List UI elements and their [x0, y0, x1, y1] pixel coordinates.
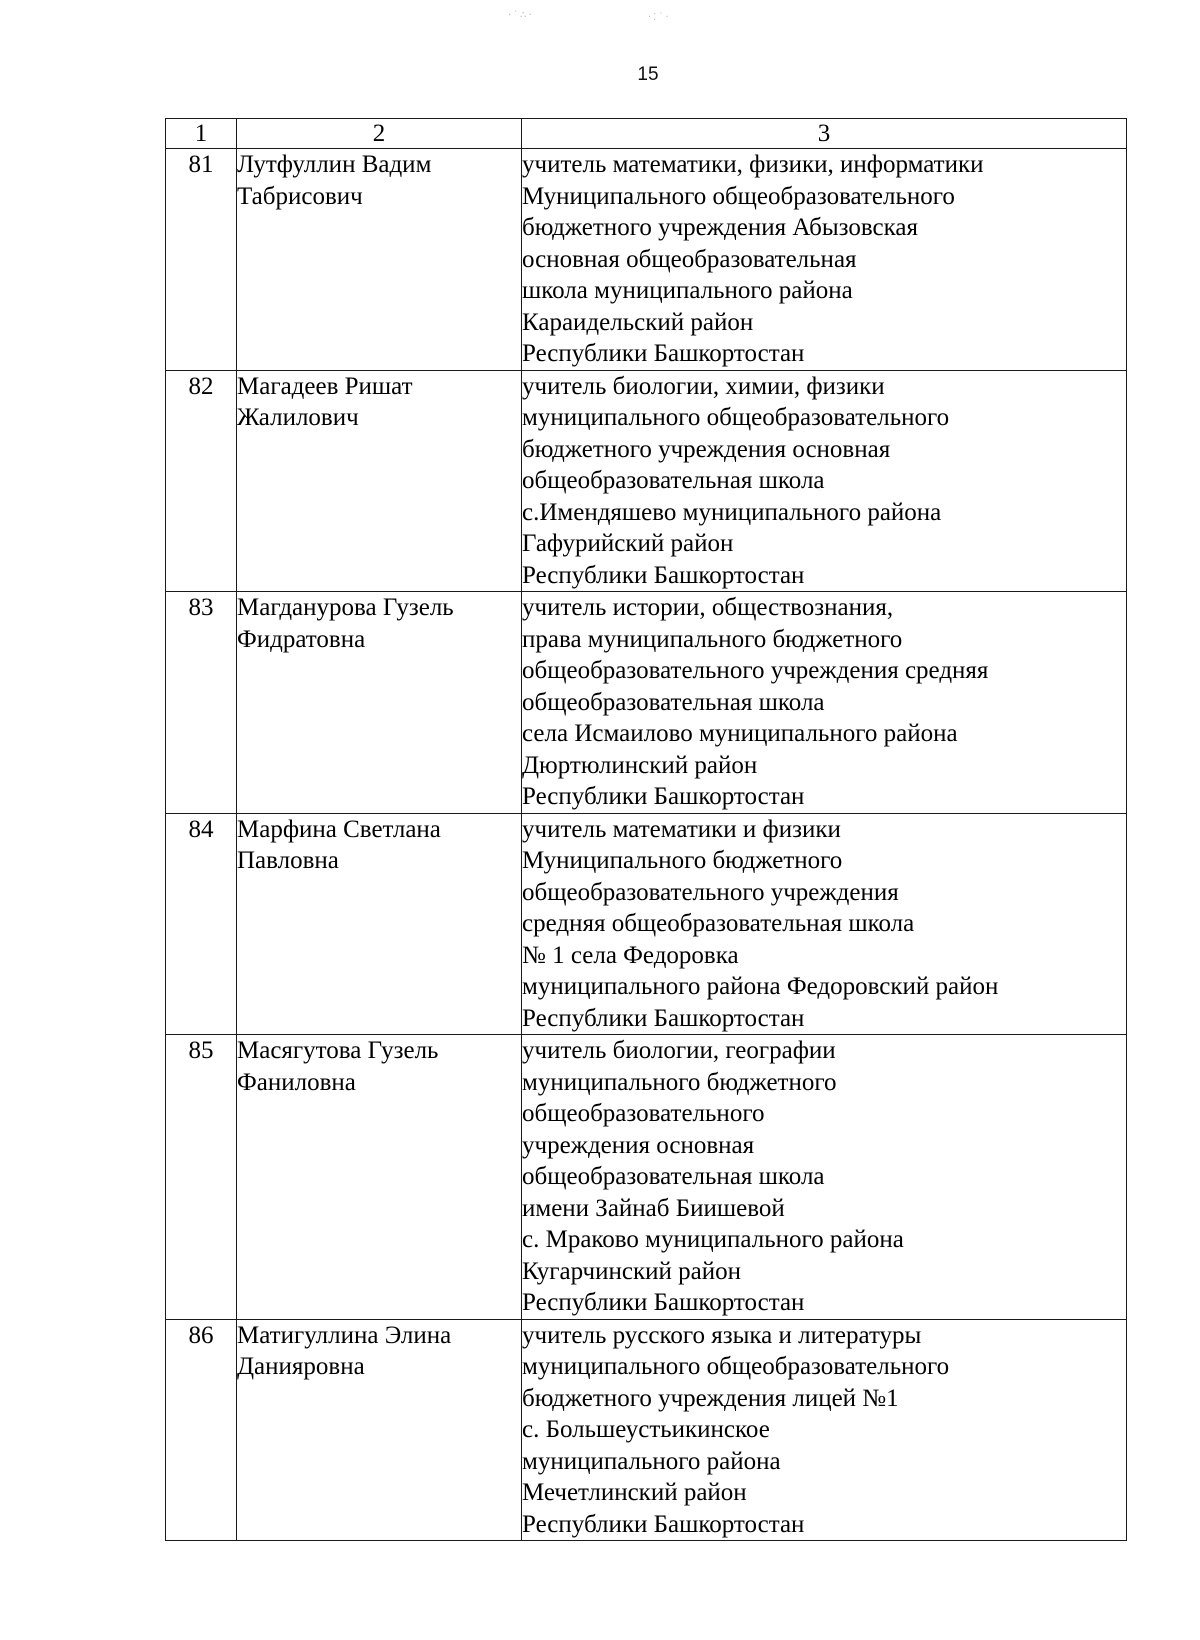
position-line: бюджетного учреждения Абызовская — [522, 214, 918, 241]
person-name-cell — [237, 813, 522, 1035]
position-line: основная общеобразовательная — [522, 245, 857, 273]
position-line: имени Зайнаб Биишевой — [522, 1194, 785, 1222]
position-line: муниципального общеобразовательного — [522, 1353, 950, 1380]
position-line: Республики Башкортостан — [522, 1289, 805, 1316]
position-line: Муниципального общеобразовательного — [522, 182, 955, 210]
person-name-cell — [237, 1035, 522, 1320]
position-line: № 1 села Федоровка — [522, 941, 739, 969]
table-row — [166, 370, 1127, 592]
person-name-line: Матигуллина Элина — [237, 1321, 452, 1349]
position-line: учитель русского языка и литературы — [522, 1321, 922, 1349]
person-name-cell — [237, 370, 522, 592]
position-line: муниципального района Федоровский район — [522, 973, 999, 1000]
person-name-line: Данияровна — [237, 1353, 365, 1380]
position-line: учитель математики и физики — [522, 815, 841, 843]
row-number: 82 — [166, 370, 237, 592]
position-line: Республики Башкортостан — [522, 340, 805, 367]
column-header-name: 2 — [237, 119, 522, 149]
roster-table — [165, 118, 1127, 1541]
position-line: Гафурийский район — [522, 530, 734, 557]
position-line: общеобразовательная школа — [522, 467, 825, 494]
table-row — [166, 1035, 1127, 1320]
position-line: учитель биологии, географии — [522, 1037, 836, 1064]
position-line: школа муниципального района — [522, 277, 853, 304]
position-line: средняя общеобразовательная школа — [522, 910, 915, 937]
person-name-line: Павловна — [237, 847, 339, 874]
position-line: муниципального общеобразовательного — [522, 404, 950, 431]
position-line: общеобразовательного — [522, 1100, 765, 1127]
position-line: общеобразовательная школа — [522, 1163, 825, 1190]
position-line: общеобразовательная школа — [522, 688, 825, 716]
person-name-line: Магданурова Гузель — [237, 594, 454, 621]
person-name-cell — [237, 149, 522, 371]
header-row — [166, 119, 1127, 149]
column-header-position: 3 — [522, 119, 1127, 149]
position-line: права муниципального бюджетного — [522, 625, 903, 653]
position-line: муниципального бюджетного — [522, 1068, 837, 1096]
position-line: Караидельский район — [522, 308, 754, 336]
row-number: 84 — [166, 813, 237, 1035]
position-line: Муниципального бюджетного — [522, 847, 843, 874]
person-name-line: Магадеев Ришат — [237, 372, 413, 400]
position-line: Республики Башкортостан — [522, 561, 805, 589]
person-name-line: Фидратовна — [237, 625, 366, 653]
table-row — [166, 592, 1127, 814]
position-line: учитель биологии, химии, физики — [522, 372, 885, 400]
person-name-cell — [237, 1319, 522, 1541]
position-line: с. Большеустьикинское — [522, 1416, 770, 1443]
person-name-line: Лутфуллин Вадим — [237, 151, 432, 178]
person-name-line: Марфина Светлана — [237, 815, 441, 843]
position-line: Республики Башкортостан — [522, 1004, 805, 1032]
position-cell — [522, 149, 1127, 371]
position-cell — [522, 1319, 1127, 1541]
position-line: муниципального района — [522, 1447, 781, 1475]
person-name-line: Фаниловна — [237, 1068, 356, 1096]
position-line: общеобразовательного учреждения — [522, 878, 899, 906]
position-line: общеобразовательного учреждения средняя — [522, 657, 989, 684]
position-line: села Исмаилово муниципального района — [522, 720, 958, 747]
row-number: 86 — [166, 1319, 237, 1541]
person-name-line: Масягутова Гузель — [237, 1037, 439, 1064]
position-line: бюджетного учреждения лицей №1 — [522, 1384, 899, 1412]
position-line: Дюртюлинский район — [522, 751, 758, 779]
position-line: с.Имендяшево муниципального района — [522, 498, 942, 526]
position-line: Республики Башкортостан — [522, 1510, 805, 1538]
scan-artifact: ·˙∴· — [508, 10, 534, 21]
position-line: Республики Башкортостан — [522, 783, 805, 810]
scan-artifact: ·⁚˙· — [648, 12, 671, 23]
position-line: Мечетлинский район — [522, 1479, 747, 1506]
row-number: 81 — [166, 149, 237, 371]
position-line: учреждения основная — [522, 1131, 755, 1159]
position-cell — [522, 370, 1127, 592]
position-cell — [522, 592, 1127, 814]
person-name-cell — [237, 592, 522, 814]
position-cell — [522, 813, 1127, 1035]
table-body — [166, 149, 1127, 1541]
person-name-line: Табрисович — [237, 182, 363, 210]
person-name-line: Жалилович — [237, 404, 359, 431]
row-number: 85 — [166, 1035, 237, 1320]
position-line: с. Мраково муниципального района — [522, 1226, 904, 1253]
table-row — [166, 813, 1127, 1035]
position-line: бюджетного учреждения основная — [522, 435, 891, 463]
page-number: 15 — [637, 64, 659, 85]
position-cell — [522, 1035, 1127, 1320]
position-line: учитель математики, физики, информатики — [522, 151, 984, 178]
column-header-number: 1 — [166, 119, 237, 149]
row-number: 83 — [166, 592, 237, 814]
position-line: Кугарчинский район — [522, 1257, 741, 1285]
position-line: учитель истории, обществознания, — [522, 594, 894, 621]
table-row — [166, 1319, 1127, 1541]
table-row — [166, 149, 1127, 371]
